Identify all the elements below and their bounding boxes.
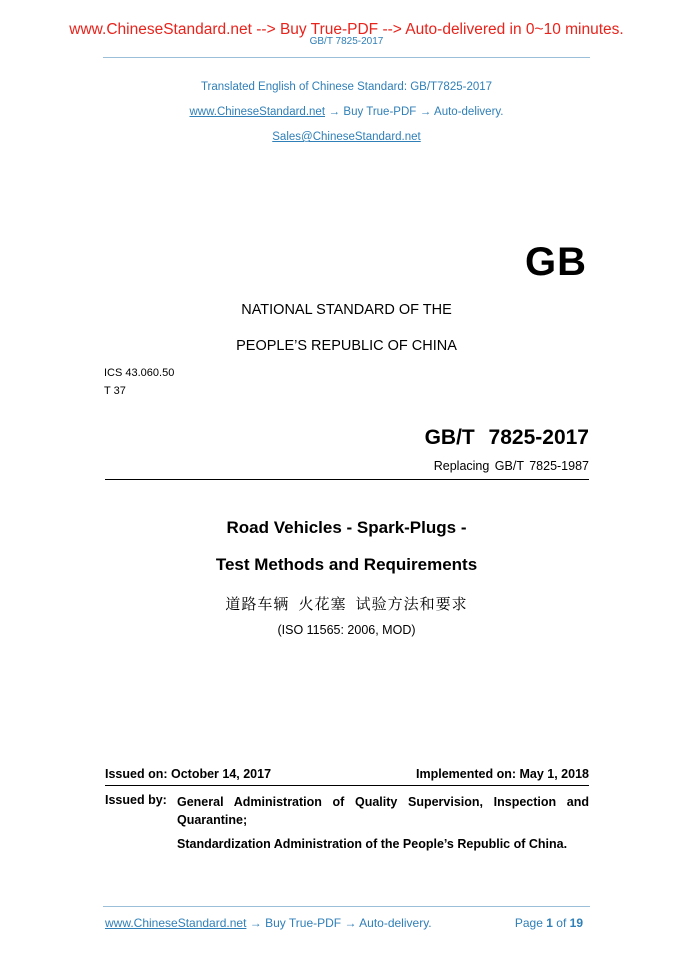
chinese-title: 道路车辆 火花塞 试验方法和要求	[225, 596, 468, 613]
gb-logo: GB	[525, 240, 587, 284]
arrow-right-icon: →	[419, 106, 432, 118]
national-standard-line1: NATIONAL STANDARD OF THE	[241, 302, 452, 318]
page-number	[515, 916, 583, 930]
footer-links	[105, 916, 432, 930]
sales-email-link[interactable]: Sales@ChineseStandard.net	[272, 131, 421, 143]
standard-code: GB/T 7825-2017	[424, 426, 589, 449]
page-current: 1	[546, 916, 553, 930]
translation-note: Translated English of Chinese Standard: GB/T7825-2017	[200, 81, 493, 93]
arrow-right-icon: →	[328, 106, 340, 118]
header-rule	[103, 57, 590, 58]
ccs-code: T 37	[104, 385, 126, 397]
replacing-note: Replacing GB/T 7825-1987	[433, 459, 589, 473]
page-label: Page	[514, 916, 543, 930]
ics-code: ICS 43.060.50	[104, 367, 175, 379]
issued-by-label: Issued by:	[105, 793, 167, 807]
footer-delivery-text: Auto-delivery.	[359, 916, 432, 930]
footer-site-link[interactable]: www.ChineseStandard.net	[105, 916, 247, 930]
arrow-right-icon: →	[344, 916, 357, 930]
running-header: GB/T 7825-2017	[309, 36, 384, 47]
footer-buy-text: Buy True-PDF	[265, 916, 342, 930]
translation-links	[0, 106, 693, 118]
issuer-org-2: Standardization Administration of the People’s Republic of China.	[177, 837, 568, 851]
auto-delivery-text: Auto-delivery.	[434, 106, 504, 118]
title-line2: Test Methods and Requirements	[215, 555, 478, 574]
title-rule	[105, 479, 589, 480]
national-standard-line2: PEOPLE’S REPUBLIC OF CHINA	[236, 338, 457, 354]
title-line1: Road Vehicles - Spark-Plugs -	[226, 518, 467, 537]
promo-banner[interactable]: www.ChineseStandard.net --> Buy True-PDF --> Auto-delivered in 0~10 minutes.	[69, 21, 624, 38]
footer-rule	[103, 906, 590, 907]
dates-rule	[105, 785, 589, 786]
iso-reference: (ISO 11565: 2006, MOD)	[277, 623, 416, 637]
email-line	[0, 131, 693, 143]
issued-date: Issued on: October 14, 2017	[105, 767, 272, 781]
arrow-right-icon: →	[249, 916, 262, 930]
buy-true-pdf-text: Buy True-PDF	[343, 106, 417, 118]
page-of: of	[556, 916, 567, 930]
site-link[interactable]: www.ChineseStandard.net	[189, 106, 326, 118]
implemented-date: Implemented on: May 1, 2018	[416, 767, 589, 781]
issuer-org-1: General Administration of Quality Supervision, Inspection and Quarantine;	[177, 795, 589, 827]
page-total: 19	[569, 916, 583, 930]
